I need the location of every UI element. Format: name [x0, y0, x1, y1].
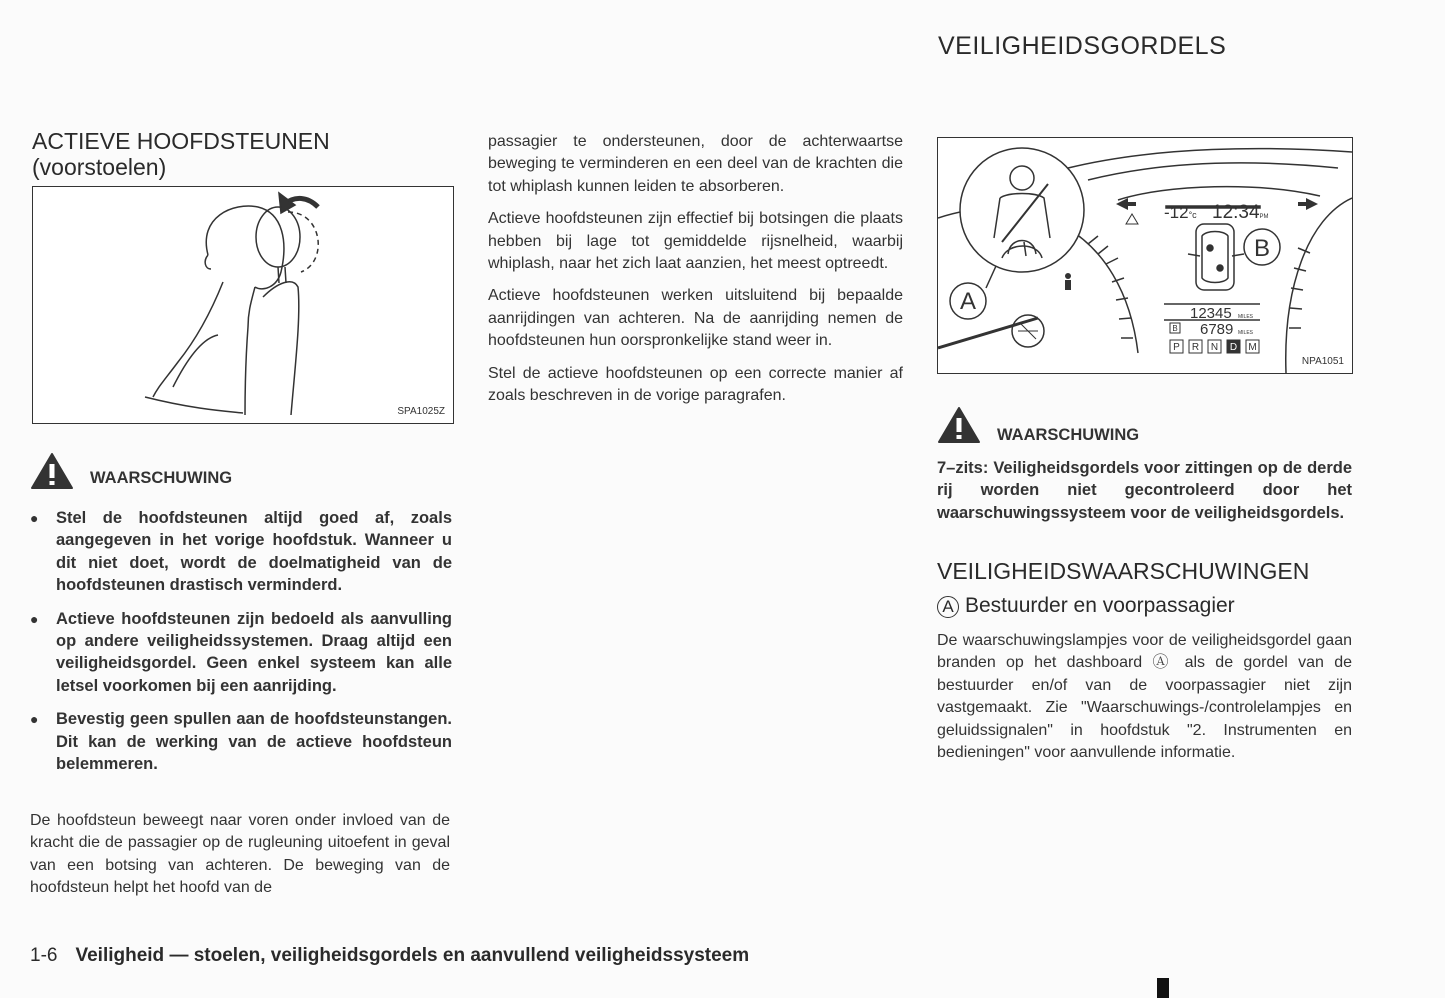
- dashboard-figure: [937, 137, 1353, 374]
- warning-bullet: ● Actieve hoofdsteunen zijn bedoeld als aanvulling op andere veiligheidssystemen. Draag altijd een veiligheidsgordel. Geen enkel systeem kan alle letsel voorkomen bij een aanrijding.: [30, 608, 452, 698]
- warning-icon: [1126, 214, 1138, 224]
- warning-label: WAARSCHUWING: [90, 468, 233, 487]
- page-footer: [30, 945, 749, 967]
- gear-n: N: [1210, 342, 1219, 353]
- label-a: A: [959, 288, 977, 315]
- right-paragraph: [937, 630, 1352, 774]
- circle-a-icon: A: [937, 596, 959, 618]
- warning-triangle-icon: [937, 406, 981, 444]
- gear-m: M: [1248, 342, 1257, 353]
- dashboard-illustration: [938, 138, 1352, 373]
- middle-paragraph: passagier te ondersteunen, door de achterwaartse beweging te verminderen en een deel van de krachten die tot whiplash kunnen leiden te absorberen.: [488, 133, 903, 195]
- left-paragraph: [30, 810, 450, 910]
- figure-code: SPA1025Z: [397, 406, 445, 417]
- active-headrest-title: [32, 128, 330, 180]
- middle-paragraph: Stel de actieve hoofdsteunen op een correcte manier af zoals beschreven in de vorige paragrafen.: [488, 364, 903, 405]
- left-warning-header: [30, 452, 232, 490]
- footer-title: Veiligheid — stoelen, veiligheidsgordels en aanvullend veiligheidssysteem: [75, 945, 750, 966]
- warning-bullet: ● Stel de hoofdsteunen altijd goed af, zoals aangegeven in het vorige hoofdstuk. Wanneer u dit niet doet, wordt de doelmatigheid van de hoofdsteunen drastisch verminderd.: [30, 507, 452, 597]
- right-warning-text: 7–zits: Veiligheidsgordels voor zittingen op de derde rij worden niet gecontroleerd door het waarschuwingssysteem voor de veiligheidsgordels.: [937, 459, 1352, 522]
- warning-label: WAARSCHUWING: [997, 426, 1140, 444]
- paragraph-text: De hoofdsteun beweegt naar voren onder invloed van de kracht die de passagier op de rugleuning uitoefent in geval van een botsing van achteren. De beweging van de hoofdsteun helpt het hoofd van de: [30, 812, 450, 897]
- label-b: B: [1253, 235, 1271, 262]
- gear-p: P: [1173, 342, 1180, 353]
- trip-meter: 6789: [1200, 321, 1234, 338]
- trip-unit: MILES: [1238, 330, 1254, 336]
- headrest-figure: [32, 186, 454, 424]
- warning-triangle-icon: [30, 452, 74, 490]
- paragraph-text: De waarschuwingslampjes voor de veiligheidsgordel gaan branden op het dashboard Ⓐ als de gordel van de bestuurder en/of van de voorpassagier niet zijn vastgemaakt. Zie "Waarschuwings-/controlelampjes en geluidssignalen" in hoofdstuk "2. Instrumenten en bedieningen" voor aanvullende informatie.: [937, 632, 1352, 762]
- odometer: 12345: [1190, 305, 1232, 322]
- middle-text: [488, 131, 903, 417]
- seatbelt-warnings-title: VEILIGHEIDSWAARSCHUWINGEN: [937, 558, 1310, 584]
- middle-paragraph: Actieve hoofdsteunen zijn effectief bij botsingen die plaats hebben bij lage tot gemiddelde rijsnelheid, waarbij whiplash, naar het zich laat aanzien, het meest optreedt.: [488, 210, 903, 273]
- headrest-illustration: [33, 187, 453, 423]
- page-edge-marker: [1157, 978, 1169, 998]
- title-text: ACTIEVE HOOFDSTEUNEN: [32, 128, 330, 154]
- page-number: 1-6: [30, 945, 58, 966]
- gear-r: R: [1191, 342, 1200, 353]
- time-readout: 12:34PM: [1212, 202, 1269, 223]
- temp-readout: -12°c: [1164, 203, 1197, 222]
- gear-d: D: [1229, 342, 1238, 353]
- right-warning-header: [937, 404, 1139, 445]
- trip-letter: B: [1172, 324, 1178, 333]
- warning-bullet: ● Bevestig geen spullen aan de hoofdsteunstangen. Dit kan de werking van de actieve hoofdsteun belemmeren.: [30, 708, 452, 775]
- figure-code: NPA1051: [1301, 356, 1344, 367]
- driver-passenger-subtitle: [937, 594, 1235, 618]
- subtitle-text: (voorstoelen): [32, 154, 167, 180]
- section-header: VEILIGHEIDSGORDELS: [938, 32, 1227, 60]
- odometer-unit: MILES: [1238, 314, 1254, 320]
- subtitle-text: Bestuurder en voorpassagier: [965, 594, 1235, 617]
- right-arrow-icon: [1298, 198, 1318, 210]
- middle-paragraph: Actieve hoofdsteunen werken uitsluitend bij bepaalde aanrijdingen van achteren. Na de aanrijding nemen de hoofdsteunen hun oorspronkelijke stand weer in.: [488, 287, 903, 350]
- left-warning-list: [30, 507, 452, 786]
